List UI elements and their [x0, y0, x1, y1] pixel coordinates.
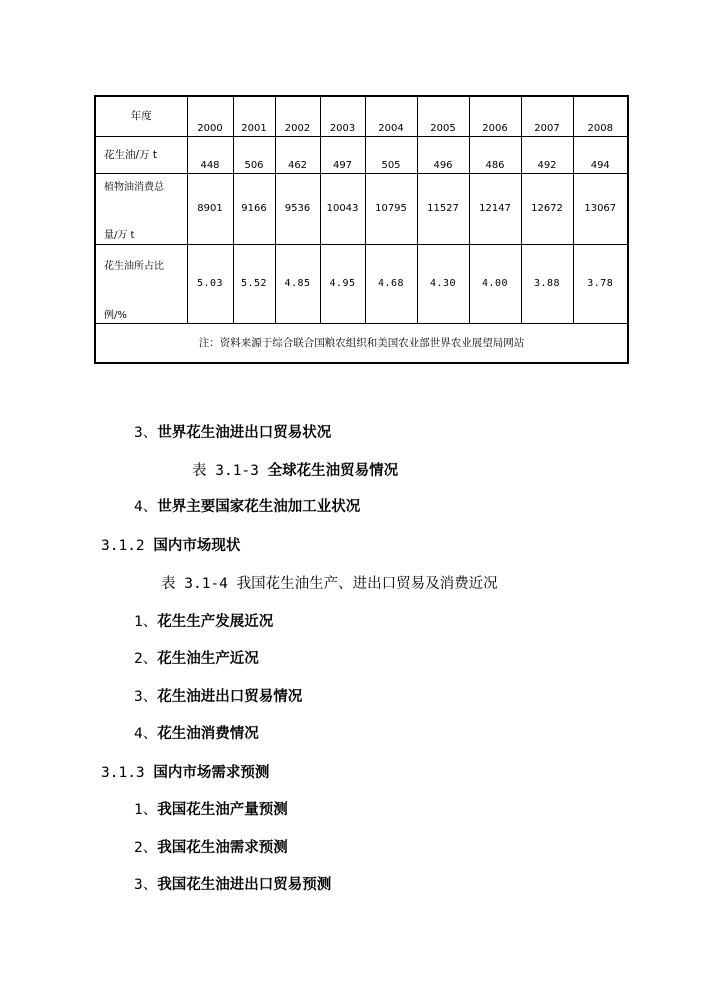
value-cell: 12147	[469, 173, 521, 244]
table-row	[95, 136, 628, 173]
year-cell: 2006	[469, 96, 521, 136]
section-heading: 1、花生生产发展近况	[134, 613, 274, 630]
table-caption: 表 3.1-4 我国花生油生产、进出口贸易及消费近况	[161, 576, 498, 592]
section-heading: 2、我国花生油需求预测	[134, 839, 288, 856]
section-heading: 3、花生油进出口贸易情况	[134, 688, 303, 705]
value-cell: 3.78	[573, 244, 628, 323]
table-row	[95, 244, 628, 323]
value-cell: 4.85	[275, 244, 320, 323]
value-cell: 496	[417, 136, 469, 173]
value-cell: 5.03	[187, 244, 233, 323]
value-cell: 4.00	[469, 244, 521, 323]
year-cell: 2004	[365, 96, 417, 136]
value-cell: 505	[365, 136, 417, 173]
subsection-heading: 3.1.2 国内市场现状	[101, 537, 241, 554]
section-heading: 1、我国花生油产量预测	[134, 801, 288, 818]
year-cell: 2007	[521, 96, 573, 136]
value-cell: 506	[233, 136, 275, 173]
value-cell: 8901	[187, 173, 233, 244]
row-label-line: 植物油消费总	[104, 181, 164, 193]
value-cell: 13067	[573, 173, 628, 244]
value-cell: 492	[521, 136, 573, 173]
value-cell: 497	[320, 136, 365, 173]
value-cell: 486	[469, 136, 521, 173]
value-cell: 10795	[365, 173, 417, 244]
value-cell: 5.52	[233, 244, 275, 323]
year-header-cell: 年度	[95, 96, 187, 136]
value-cell: 4.95	[320, 244, 365, 323]
data-table	[94, 95, 629, 364]
section-heading: 2、花生油生产近况	[134, 650, 259, 667]
value-cell: 4.68	[365, 244, 417, 323]
value-cell: 448	[187, 136, 233, 173]
year-cell: 2003	[320, 96, 365, 136]
table-caption: 表 3.1-3 全球花生油贸易情况	[192, 462, 399, 479]
value-cell: 462	[275, 136, 320, 173]
value-cell: 10043	[320, 173, 365, 244]
subsection-heading: 3.1.3 国内市场需求预测	[101, 764, 270, 781]
value-cell: 3.88	[521, 244, 573, 323]
value-cell: 12672	[521, 173, 573, 244]
table-row	[95, 173, 628, 244]
value-cell: 9166	[233, 173, 275, 244]
section-heading: 3、我国花生油进出口贸易预测	[134, 876, 332, 893]
year-cell: 2000	[187, 96, 233, 136]
section-heading: 4、花生油消费情况	[134, 725, 259, 742]
value-cell: 9536	[275, 173, 320, 244]
section-heading: 3、世界花生油进出口贸易状况	[134, 424, 332, 441]
row-label-line: 量/万 t	[104, 229, 135, 241]
row-label-line: 花生油所占比	[104, 260, 164, 272]
year-cell: 2005	[417, 96, 469, 136]
row-label: 花生油/万 t	[95, 136, 187, 173]
section-heading: 4、世界主要国家花生油加工业状况	[134, 498, 361, 515]
source-note: 注：资料来源于综合联合国粮农组织和美国农业部世界农业展望局网站	[95, 323, 628, 363]
value-cell: 11527	[417, 173, 469, 244]
value-cell: 4.30	[417, 244, 469, 323]
row-label	[95, 173, 187, 244]
year-cell: 2002	[275, 96, 320, 136]
row-label-line: 例/%	[104, 309, 127, 321]
value-cell: 494	[573, 136, 628, 173]
year-cell: 2008	[573, 96, 628, 136]
note-row	[95, 323, 628, 363]
row-label	[95, 244, 187, 323]
year-cell: 2001	[233, 96, 275, 136]
header-row	[95, 96, 628, 136]
